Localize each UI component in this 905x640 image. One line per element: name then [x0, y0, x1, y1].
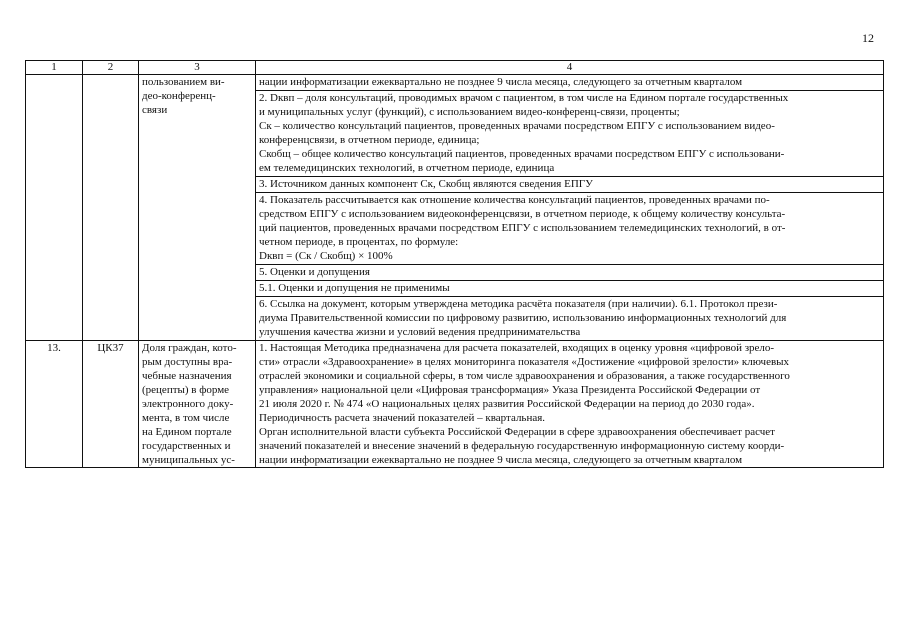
row-cont-indicator-name [139, 75, 256, 341]
indicator-name-line: Доля граждан, кото- [142, 342, 237, 354]
methodology-line: Ск – количество консультаций пациентов, проведенных врачами посредством ЕПГУ с использованием видео- [259, 120, 775, 132]
page-number: 12 [862, 31, 874, 45]
methodology-line: четном периоде, в процентах, по формуле: [259, 236, 459, 248]
table-row [26, 341, 884, 468]
methodology-line: 6. Ссылка на документ, которым утверждена методика расчёта показателя (при наличии). 6.1. Протокол прези- [259, 298, 778, 310]
methodology-line: Скобщ – общее количество консультаций пациентов, проведенных врачами посредством ЕПГУ с использовани- [259, 148, 785, 160]
table-row [26, 75, 884, 341]
row-cont-methodology [256, 75, 884, 341]
methodology-line: нации информатизации ежеквартально не позднее 9 числа месяца, следующего за отчетным кварталом [259, 76, 743, 88]
methodology-line: сти» отрасли «Здравоохранение» в целях мониторинга показателя «Достижение «цифровой зрелости» ключевых [259, 356, 790, 368]
row-13-indicator-name [139, 341, 256, 468]
methodology-line: значений показателей и внесение значений в федеральную государственную информационную систему коорди- [259, 440, 785, 452]
indicator-name-line: рым доступны вра- [142, 356, 233, 368]
indicator-name-line: электронного доку- [142, 398, 234, 410]
indicator-name-line: чебные назначения [142, 370, 232, 382]
header-col-3: 3 [139, 61, 256, 75]
indicator-name-line: део-конференц- [142, 90, 216, 102]
indicator-name-line: пользованием ви- [142, 76, 225, 88]
methodology-block [256, 265, 883, 281]
methodology-line: 3. Источником данных компонент Ск, Скобщ являются сведения ЕПГУ [259, 178, 593, 190]
table-header-row [26, 61, 884, 75]
methodology-line: улучшения качества жизни и условий ведения предпринимательства [259, 326, 581, 338]
methodology-line: Dквп = (Ск / Скобщ) × 100% [259, 250, 393, 262]
methodology-line: диума Правительственной комиссии по цифровому развитию, использованию информационных технологий для [259, 312, 787, 324]
methodology-line: отраслей экономики и социальной сферы, в том числе здравоохранения и образования, а также государственного [259, 370, 790, 382]
methodology-line: Периодичность расчета значений показателей – квартальная. [259, 412, 546, 424]
indicator-name-line: мента, в том числе [142, 412, 230, 424]
methodology-block [256, 193, 883, 265]
methodology-block [256, 297, 883, 340]
methodology-line: ем телемедицинских технологий, в отчетном периоде, единица [259, 162, 555, 174]
indicator-name-line: на Едином портале [142, 426, 232, 438]
methodology-line: Орган исполнительной власти субъекта Российской Федерации в сфере здравоохранения обеспечивает расчет [259, 426, 775, 438]
methodology-line: управления» национальной цели «Цифровая трансформация» Указа Президента Российской Федерации от [259, 384, 761, 396]
methodology-line: 5.1. Оценки и допущения не применимы [259, 282, 450, 294]
indicator-name-line: связи [142, 104, 168, 116]
methodology-line: 4. Показатель рассчитывается как отношение количества консультаций пациентов, проведенных врачами по- [259, 194, 770, 206]
indicator-name-line: государственных и [142, 440, 231, 452]
row-cont-col-1 [26, 75, 83, 341]
header-col-1: 1 [26, 61, 83, 75]
methodology-line: и муниципальных услуг (функций), с использованием видео-конференц-связи, проценты; [259, 106, 680, 118]
methodology-line: 2. Dквп – доля консультаций, проводимых врачом с пациентом, в том числе на Едином портале государственных [259, 92, 789, 104]
methodology-line: ций пациентов, проведенных врачами посредством ЕПГУ с использованием телемедицинских технологий, в от- [259, 222, 786, 234]
methodology-line: средством ЕПГУ с использованием видеоконференцсвязи, в отчетном периоде, к общему количеству консульта- [259, 208, 786, 220]
header-col-4: 4 [256, 61, 884, 75]
row-13-methodology [256, 341, 884, 468]
methodology-block [256, 75, 883, 91]
row-13-code: ЦК37 [83, 341, 139, 468]
indicator-name-line: муниципальных ус- [142, 454, 235, 466]
indicator-table [25, 60, 884, 468]
methodology-line: 21 июля 2020 г. № 474 «О национальных целях развития Российской Федерации на период до 2030 года». [259, 398, 755, 410]
methodology-block [256, 91, 883, 177]
methodology-line: 1. Настоящая Методика предназначена для расчета показателей, входящих в оценку уровня «цифровой зрело- [259, 342, 775, 354]
methodology-block [256, 177, 883, 193]
header-col-2: 2 [83, 61, 139, 75]
methodology-line: конференцсвязи, в отчетном периоде, единица; [259, 134, 480, 146]
methodology-line: нации информатизации ежеквартально не позднее 9 числа месяца, следующего за отчетным кварталом [259, 454, 743, 466]
row-cont-col-2 [83, 75, 139, 341]
indicator-name-line: (рецепты) в форме [142, 384, 230, 396]
row-13-number: 13. [26, 341, 83, 468]
methodology-line: 5. Оценки и допущения [259, 266, 370, 278]
methodology-block [256, 281, 883, 297]
